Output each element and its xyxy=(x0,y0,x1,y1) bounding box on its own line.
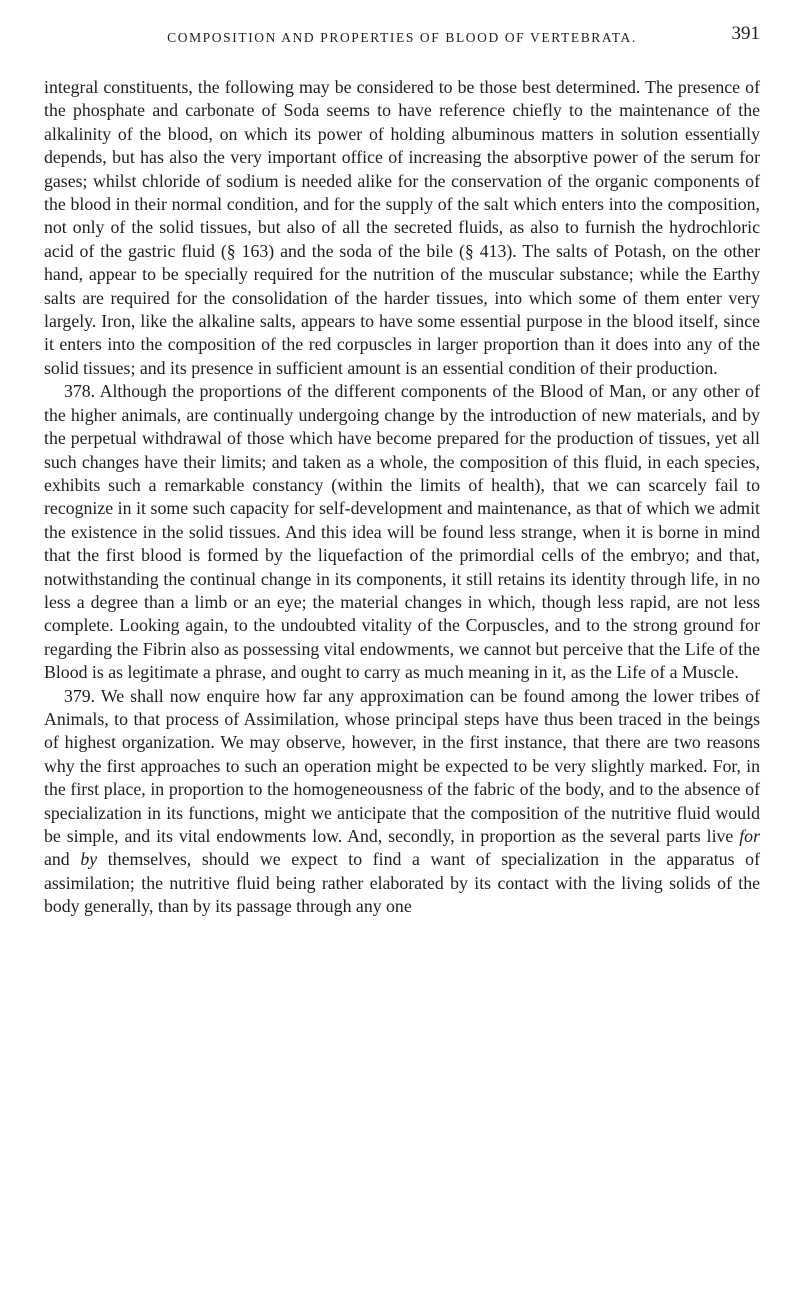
italic-word: for xyxy=(739,826,760,846)
book-page xyxy=(44,22,760,919)
paragraph-text: and xyxy=(44,849,81,870)
paragraph-text: Although the proportions of the different components of the Blood of Man, or any other of the higher animals, are continually undergoing change by the introduction of new materials, and by the perpetual withdrawal of those which have become prepared for the production of tissues, yet all such changes have their limits; and taken as a whole, the composition of this fluid, in each species, exhibits such a remarkable constancy (within the limits of health), that we can scarcely fail to recognize in it some such capacity for self-development and maintenance, as that of which we admit the existence in the solid tissues. And this idea will be found less strange, when it is borne in mind that the first blood is formed by the liquefaction of the primordial cells of the embryo; and that, notwithstanding the continual change in its components, it still retains its identity through life, in no less a degree than a limb or an eye; the material changes in which, though less rapid, are not less complete. Looking again, to the undoubted vitality of the Corpuscles, and to the strong ground for regarding the Fibrin also as possessing vital endowments, we cannot but perceive that the Life of the Blood is as legitimate a phrase, and ought to carry as much meaning in it, as the Life of a Muscle. xyxy=(44,381,760,683)
paragraph-continuation xyxy=(44,76,760,380)
italic-word: by xyxy=(80,849,98,870)
paragraph-number: 379. xyxy=(64,685,96,706)
paragraph-text: themselves, should we expect to find a want of specialization in the apparatus of assimilation; the nutritive fluid being rather elaborated by its contact with the living solids of the body generally, than by its passage through any one xyxy=(44,849,760,917)
paragraph-number: 378. xyxy=(64,381,96,402)
paragraph-text: integral constituents, the following may be considered to be those best determined. The presence of the phosphate and carbonate of Soda seems to have reference chiefly to the maintenance of the alkalinity of the blood, on which its power of holding albuminous matters in solution essentially depends, but has also the very important office of increasing the absorptive power of the serum for gases; whilst chloride of sodium is needed alike for the conservation of the organic components of the blood in their normal condition, and for the supply of the salt which enters into the composition, not only of the solid tissues, but also of all the secreted fluids, as also to furnish the hydrochloric acid of the gastric fluid (§ 163) and the soda of the bile (§ 413). The salts of Potash, on the other hand, appear to be specially required for the nutrition of the muscular substance; while the Earthy salts are required for the consolidation of the harder tissues, into which some of them enter very largely. Iron, like the alkaline salts, appears to have some essential purpose in the blood itself, since it enters into the composition of the red corpuscles in larger proportion than it does into any of the solid tissues; and its presence in sufficient amount is an essential condition of their production. xyxy=(44,77,760,378)
running-head-title: COMPOSITION AND PROPERTIES OF BLOOD OF VERTEBRATA. xyxy=(167,30,637,45)
paragraph-text: We shall now enquire how far any approximation can be found among the lower tribes of Animals, to that process of Assimilation, whose principal steps have thus been traced in the beings of highest organization. We may observe, however, in the first instance, that there are two reasons why the first approaches to such an operation might be expected to be very slightly marked. For, in the first place, in proportion to the homogeneousness of the fabric of the body, and to the absence of specialization in its functions, might we anticipate that the composition of the nutritive fluid would be simple, and its vital endowments low. And, secondly, in proportion as the several parts live xyxy=(44,685,761,846)
running-head xyxy=(44,22,760,50)
paragraph-378 xyxy=(44,380,760,684)
page-number: 391 xyxy=(731,23,760,44)
paragraph-379 xyxy=(44,685,760,919)
